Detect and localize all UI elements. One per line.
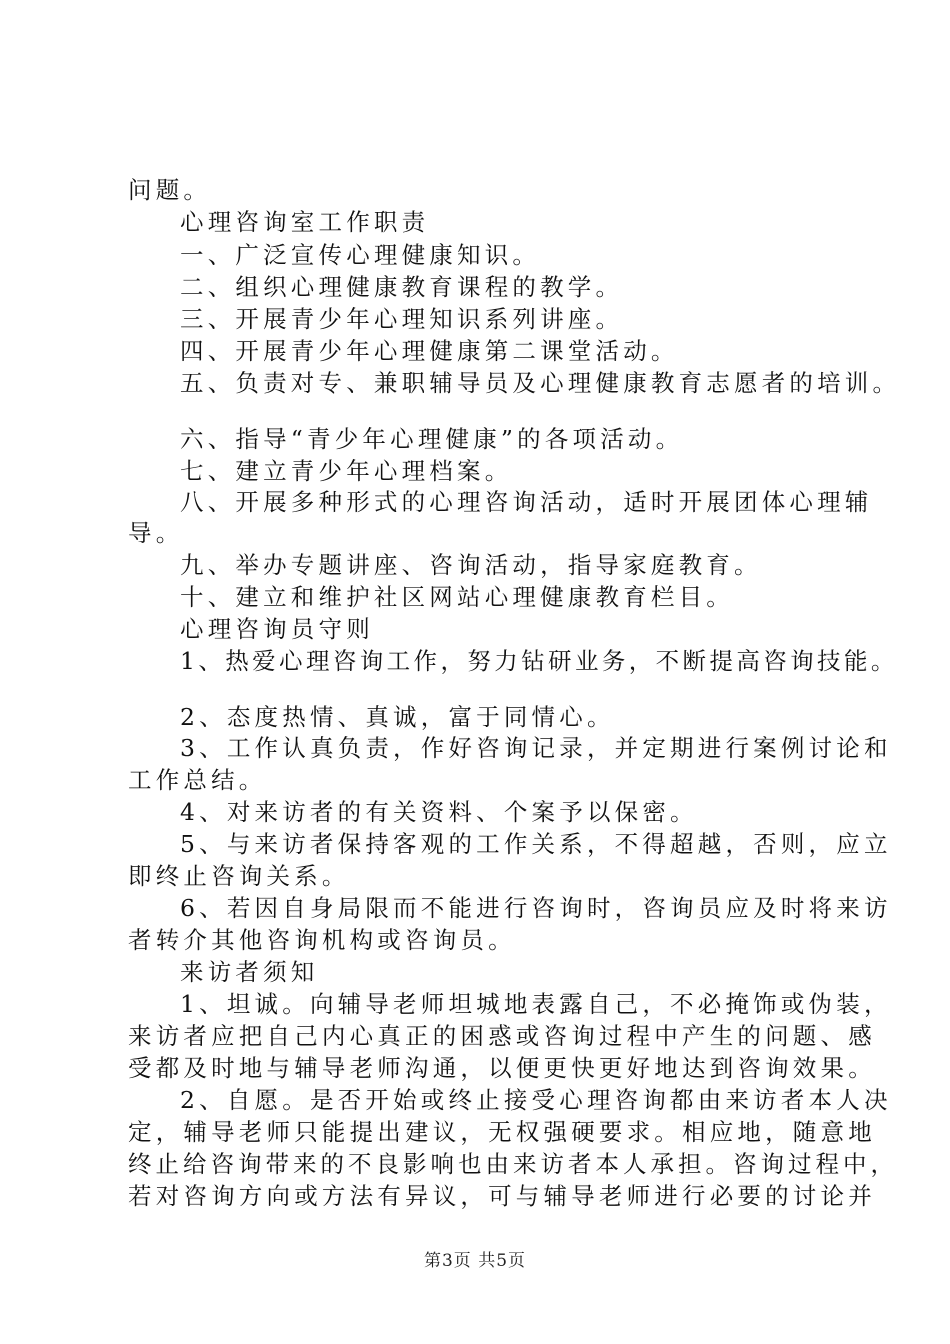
text-line: 若对咨询方向或方法有异议，可与辅导老师进行必要的讨论并 <box>128 1182 876 1210</box>
text-line: 5、与来访者保持客观的工作关系，不得超越，否则，应立 <box>180 830 892 858</box>
text-line: 四、开展青少年心理健康第二课堂活动。 <box>180 337 679 365</box>
text-line: 导。 <box>128 519 184 547</box>
text-line: 1、坦诚。向辅导老师坦城地表露自己，不必掩饰或伪装， <box>180 990 892 1018</box>
text-line: 七、建立青少年心理档案。 <box>180 457 513 485</box>
text-line: 八、开展多种形式的心理咨询活动，适时开展团体心理辅 <box>180 488 873 516</box>
text-line: 问题。 <box>128 176 212 204</box>
text-line: 终止给咨询带来的不良影响也由来访者本人承担。咨询过程中， <box>128 1150 898 1178</box>
text-line: 九、举办专题讲座、咨询活动，指导家庭教育。 <box>180 551 762 579</box>
text-line: 6、若因自身局限而不能进行咨询时，咨询员应及时将来访 <box>180 894 892 922</box>
text-line: 十、建立和维护社区网站心理健康教育栏目。 <box>180 583 734 611</box>
text-line: 六、指导“青少年心理健康”的各项活动。 <box>180 425 684 453</box>
text-line: 受都及时地与辅导老师沟通，以便更快更好地达到咨询效果。 <box>128 1054 876 1082</box>
text-line: 4、对来访者的有关资料、个案予以保密。 <box>180 798 698 826</box>
text-line: 2、自愿。是否开始或终止接受心理咨询都由来访者本人决 <box>180 1086 892 1114</box>
text-line: 2、态度热情、真诚，富于同情心。 <box>180 703 615 731</box>
text-line: 工作总结。 <box>128 766 267 794</box>
text-line: 者转介其他咨询机构或咨询员。 <box>128 926 516 954</box>
text-line: 定，辅导老师只能提出建议，无权强硬要求。相应地，随意地 <box>128 1118 876 1146</box>
text-line: 1、热爱心理咨询工作，努力钻研业务，不断提高咨询技能。 <box>180 647 898 675</box>
text-line: 五、负责对专、兼职辅导员及心理健康教育志愿者的培训。 <box>180 369 901 397</box>
text-line: 即终止咨询关系。 <box>128 862 350 890</box>
text-line: 三、开展青少年心理知识系列讲座。 <box>180 305 624 333</box>
text-line: 一、广泛宣传心理健康知识。 <box>180 241 541 269</box>
section-heading: 心理咨询员守则 <box>180 615 374 643</box>
text-line: 3、工作认真负责，作好咨询记录，并定期进行案例讨论和 <box>180 734 892 762</box>
section-heading: 心理咨询室工作职责 <box>180 208 430 236</box>
text-line: 二、组织心理健康教育课程的教学。 <box>180 273 624 301</box>
section-heading: 来访者须知 <box>180 958 319 986</box>
page-number-footer: 第3页 共5页 <box>423 1251 527 1271</box>
text-line: 来访者应把自己内心真正的困惑或咨询过程中产生的问题、感 <box>128 1022 876 1050</box>
